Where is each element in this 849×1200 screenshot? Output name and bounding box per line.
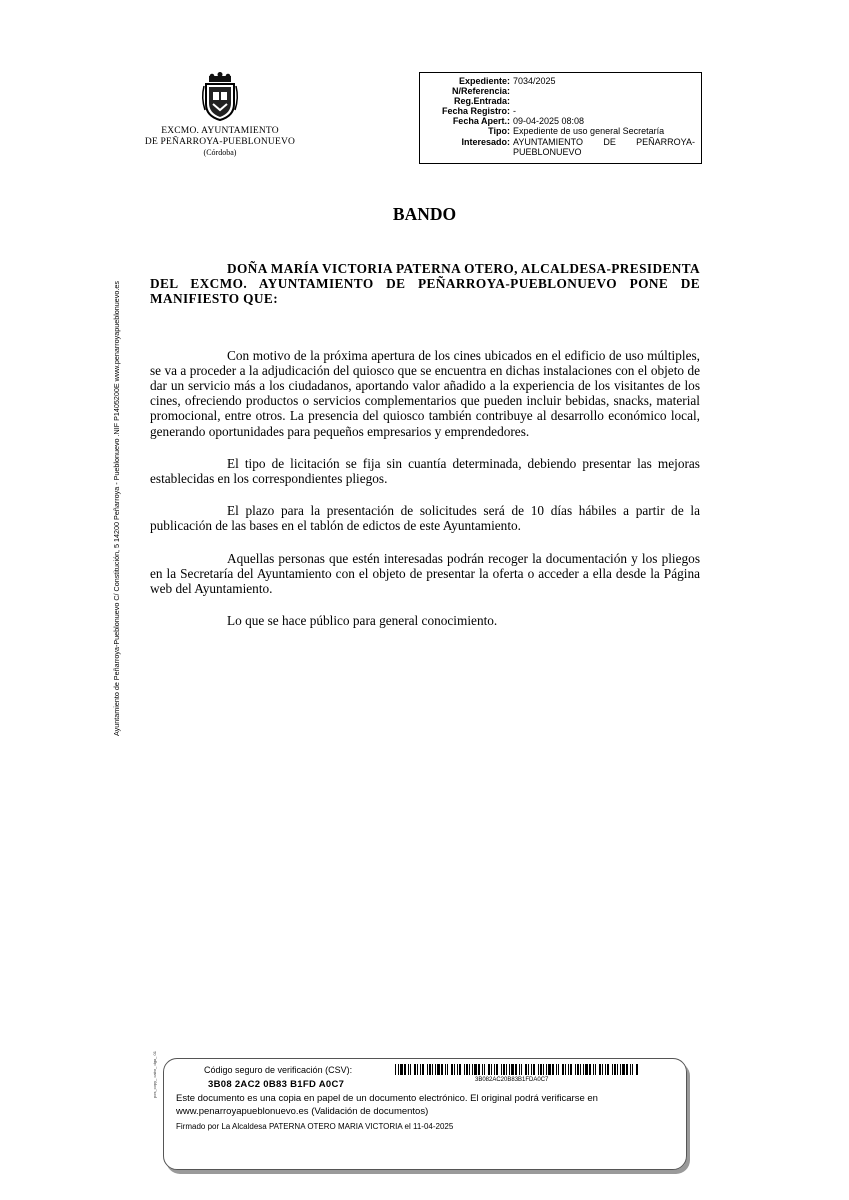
org-name-line1: EXCMO. AYUNTAMIENTO bbox=[161, 126, 279, 136]
barcode-bar bbox=[632, 1064, 633, 1075]
barcode-bar bbox=[488, 1064, 490, 1075]
barcode-bar bbox=[454, 1064, 455, 1075]
document-title: BANDO bbox=[392, 204, 457, 224]
coat-of-arms-icon bbox=[200, 72, 240, 122]
file-info-row bbox=[426, 147, 695, 157]
barcode-bar bbox=[472, 1064, 473, 1075]
barcode-bar bbox=[565, 1064, 566, 1075]
verification-box bbox=[163, 1058, 687, 1170]
barcode-bar bbox=[528, 1064, 529, 1075]
barcode-bar bbox=[599, 1064, 601, 1075]
barcode-bar bbox=[636, 1064, 638, 1075]
file-info-value: 09-04-2025 08:08 bbox=[513, 116, 585, 127]
barcode-bar bbox=[410, 1064, 411, 1075]
barcode-bar bbox=[583, 1064, 584, 1075]
barcode-bar bbox=[521, 1064, 522, 1075]
barcode-bar bbox=[540, 1064, 542, 1075]
barcode-bar bbox=[630, 1064, 631, 1075]
barcode-bar bbox=[562, 1064, 564, 1075]
barcode-bar bbox=[607, 1064, 609, 1075]
barcode-bar bbox=[474, 1064, 477, 1075]
barcode-bar bbox=[585, 1064, 588, 1075]
file-info-box bbox=[419, 72, 702, 164]
body-paragraph: El plazo para la presentación de solicitudes será de 10 días hábiles a partir de la publicación de las bases en el tablón de edictos de este Ayuntamiento. bbox=[150, 503, 700, 534]
csv-label: Código seguro de verificación (CSV): bbox=[204, 1065, 353, 1075]
file-info-label: N/Referencia: bbox=[451, 86, 510, 97]
file-info-value-continued: PUEBLONUEVO bbox=[513, 146, 582, 157]
barcode-bar bbox=[427, 1064, 428, 1075]
barcode-bar bbox=[602, 1064, 603, 1075]
barcode-bar bbox=[626, 1064, 628, 1075]
barcode-bar bbox=[494, 1064, 495, 1075]
barcode-bar bbox=[432, 1064, 433, 1075]
barcode-bar bbox=[482, 1064, 483, 1075]
file-info-label: Fecha Registro: bbox=[441, 106, 510, 117]
barcode-bar bbox=[404, 1064, 406, 1075]
signature-line: Firmado por La Alcaldesa PATERNA OTERO MARIA VICTORIA el 11-04-2025 bbox=[176, 1122, 454, 1131]
barcode-bar bbox=[538, 1064, 539, 1075]
barcode-bar bbox=[459, 1064, 461, 1075]
barcode-icon bbox=[395, 1064, 639, 1075]
barcode-bar bbox=[464, 1064, 465, 1075]
barcode-bar bbox=[445, 1064, 446, 1075]
file-info-label: Interesado: bbox=[461, 136, 510, 147]
barcode-bar bbox=[546, 1064, 547, 1075]
barcode-bar bbox=[501, 1064, 502, 1075]
barcode-bar bbox=[408, 1064, 409, 1075]
barcode-bar bbox=[575, 1064, 576, 1075]
body-paragraph: El tipo de licitación se fija sin cuantía determinada, debiendo presentar las mejoras establecidas en los correspondientes pliegos. bbox=[150, 455, 700, 487]
file-info-label-empty bbox=[426, 147, 510, 157]
barcode-bar bbox=[437, 1064, 440, 1075]
file-info-row bbox=[426, 116, 695, 126]
org-name-line2: DE PEÑARROYA-PUEBLONUEVO bbox=[144, 137, 296, 147]
file-info-label: Tipo: bbox=[488, 126, 510, 137]
file-info-value: AYUNTAMIENTO DE PEÑARROYA- bbox=[513, 136, 695, 147]
file-info-label: Expediente: bbox=[458, 76, 510, 86]
barcode-bar bbox=[577, 1064, 579, 1075]
org-province: (Córdoba) bbox=[203, 148, 237, 157]
barcode-bar bbox=[519, 1064, 520, 1075]
barcode-bar bbox=[622, 1064, 625, 1075]
file-info-value: 7034/2025 bbox=[513, 76, 556, 86]
barcode-bar bbox=[435, 1064, 436, 1075]
barcode-bar bbox=[533, 1064, 535, 1075]
barcode-bar bbox=[395, 1064, 396, 1075]
barcode-bar bbox=[478, 1064, 480, 1075]
barcode-bar bbox=[620, 1064, 621, 1075]
barcode-bar bbox=[617, 1064, 618, 1075]
file-info-row bbox=[426, 86, 695, 96]
barcode-bar bbox=[491, 1064, 492, 1075]
barcode-bar bbox=[503, 1064, 505, 1075]
barcode-text: 3B082AC20B83B1FDA0C7 bbox=[475, 1077, 549, 1083]
file-info-row bbox=[426, 76, 695, 86]
file-info-value bbox=[510, 96, 695, 106]
barcode-bar bbox=[558, 1064, 559, 1075]
proclamation-heading: DOÑA MARÍA VICTORIA PATERNA OTERO, ALCALDESA-PRESIDENTA DEL EXCMO. AYUNTAMIENTO DE PEÑARROYA-PUEBLONUEVO PONE DE MANIFIESTO QUE: bbox=[150, 261, 700, 307]
barcode-bar bbox=[429, 1064, 431, 1075]
barcode-bar bbox=[556, 1064, 557, 1075]
tiny-reference-code: pos_copy_ cabo_ dga_ 01 bbox=[152, 1051, 157, 1098]
file-info-value: Expediente de uso general Secretaría bbox=[513, 126, 665, 137]
barcode-bar bbox=[511, 1064, 514, 1075]
barcode-bar bbox=[593, 1064, 594, 1075]
barcode-bar bbox=[525, 1064, 527, 1075]
barcode-bar bbox=[506, 1064, 507, 1075]
organization-header bbox=[140, 72, 300, 158]
file-info-row bbox=[426, 106, 695, 116]
file-info-value: - bbox=[513, 106, 516, 117]
file-info-label: Fecha Apert.: bbox=[452, 116, 510, 127]
file-info-label: Reg.Entrada: bbox=[453, 96, 510, 107]
barcode-bar bbox=[422, 1064, 424, 1075]
barcode-bar bbox=[589, 1064, 591, 1075]
verification-note-line1: Este documento es una copia en papel de un documento electrónico. El original podrá verificarse en bbox=[176, 1093, 598, 1104]
csv-code: 3B08 2AC2 0B83 B1FD A0C7 bbox=[208, 1079, 345, 1090]
barcode-bar bbox=[441, 1064, 443, 1075]
barcode-bar bbox=[612, 1064, 613, 1075]
barcode-bar bbox=[568, 1064, 569, 1075]
barcode-bar bbox=[400, 1064, 403, 1075]
barcode-bar bbox=[466, 1064, 468, 1075]
barcode-bar bbox=[570, 1064, 572, 1075]
document-body bbox=[150, 261, 700, 628]
body-paragraph: Lo que se hace público para general conocimiento. bbox=[227, 613, 498, 629]
barcode-bar bbox=[605, 1064, 606, 1075]
barcode-bar bbox=[548, 1064, 551, 1075]
barcode-bar bbox=[451, 1064, 453, 1075]
file-info-row bbox=[426, 126, 695, 136]
file-info-value bbox=[510, 86, 695, 96]
barcode-bar bbox=[420, 1064, 421, 1075]
barcode-bar bbox=[469, 1064, 470, 1075]
file-info-row bbox=[426, 96, 695, 106]
barcode-bar bbox=[457, 1064, 458, 1075]
body-paragraph: Aquellas personas que estén interesadas podrán recoger la documentación y los pliegos en la Secretaría del Ayuntamiento con el objeto de presentar la oferta o acceder a ella desde la Página web del Ayuntamiento. bbox=[150, 550, 700, 597]
barcode-bar bbox=[543, 1064, 544, 1075]
barcode-bar bbox=[531, 1064, 532, 1075]
barcode-bar bbox=[614, 1064, 616, 1075]
side-address-text: Ayuntamiento de Peñarroya-Pueblonuevo C/ Constitución, 5 14200 Peñarroya - Pueblonuevo .NIF P1405200E www.penarroyapueblonuevo.es bbox=[112, 281, 121, 736]
barcode-bar bbox=[417, 1064, 418, 1075]
barcode-bar bbox=[515, 1064, 517, 1075]
barcode-bar bbox=[580, 1064, 581, 1075]
verification-url-line: www.penarroyapueblonuevo.es (Validación de documentos) bbox=[176, 1106, 429, 1117]
barcode-bar bbox=[552, 1064, 554, 1075]
barcode-bar bbox=[414, 1064, 416, 1075]
file-info-row bbox=[426, 137, 695, 147]
barcode-bar bbox=[595, 1064, 596, 1075]
barcode-bar bbox=[447, 1064, 448, 1075]
barcode-bar bbox=[398, 1064, 399, 1075]
barcode-bar bbox=[509, 1064, 510, 1075]
barcode-bar bbox=[484, 1064, 485, 1075]
barcode-bar bbox=[496, 1064, 498, 1075]
body-paragraph: Con motivo de la próxima apertura de los cines ubicados en el edificio de uso múltiples, se va a proceder a la adjudicación del quiosco que se encuentra en dichas instalaciones con el objeto de dar un servicio más a los ciudadanos, aportando valor añadido a la experiencia de los visitantes de los cines, ofreciendo productos o servicios complementarios que pueden incluir bebidas, snacks, material promocional, entre otros. La presencia del quiosco también contribuye al desarrollo económico local, generando oportunidades para pequeños empresarios y emprendedores. bbox=[150, 347, 700, 439]
